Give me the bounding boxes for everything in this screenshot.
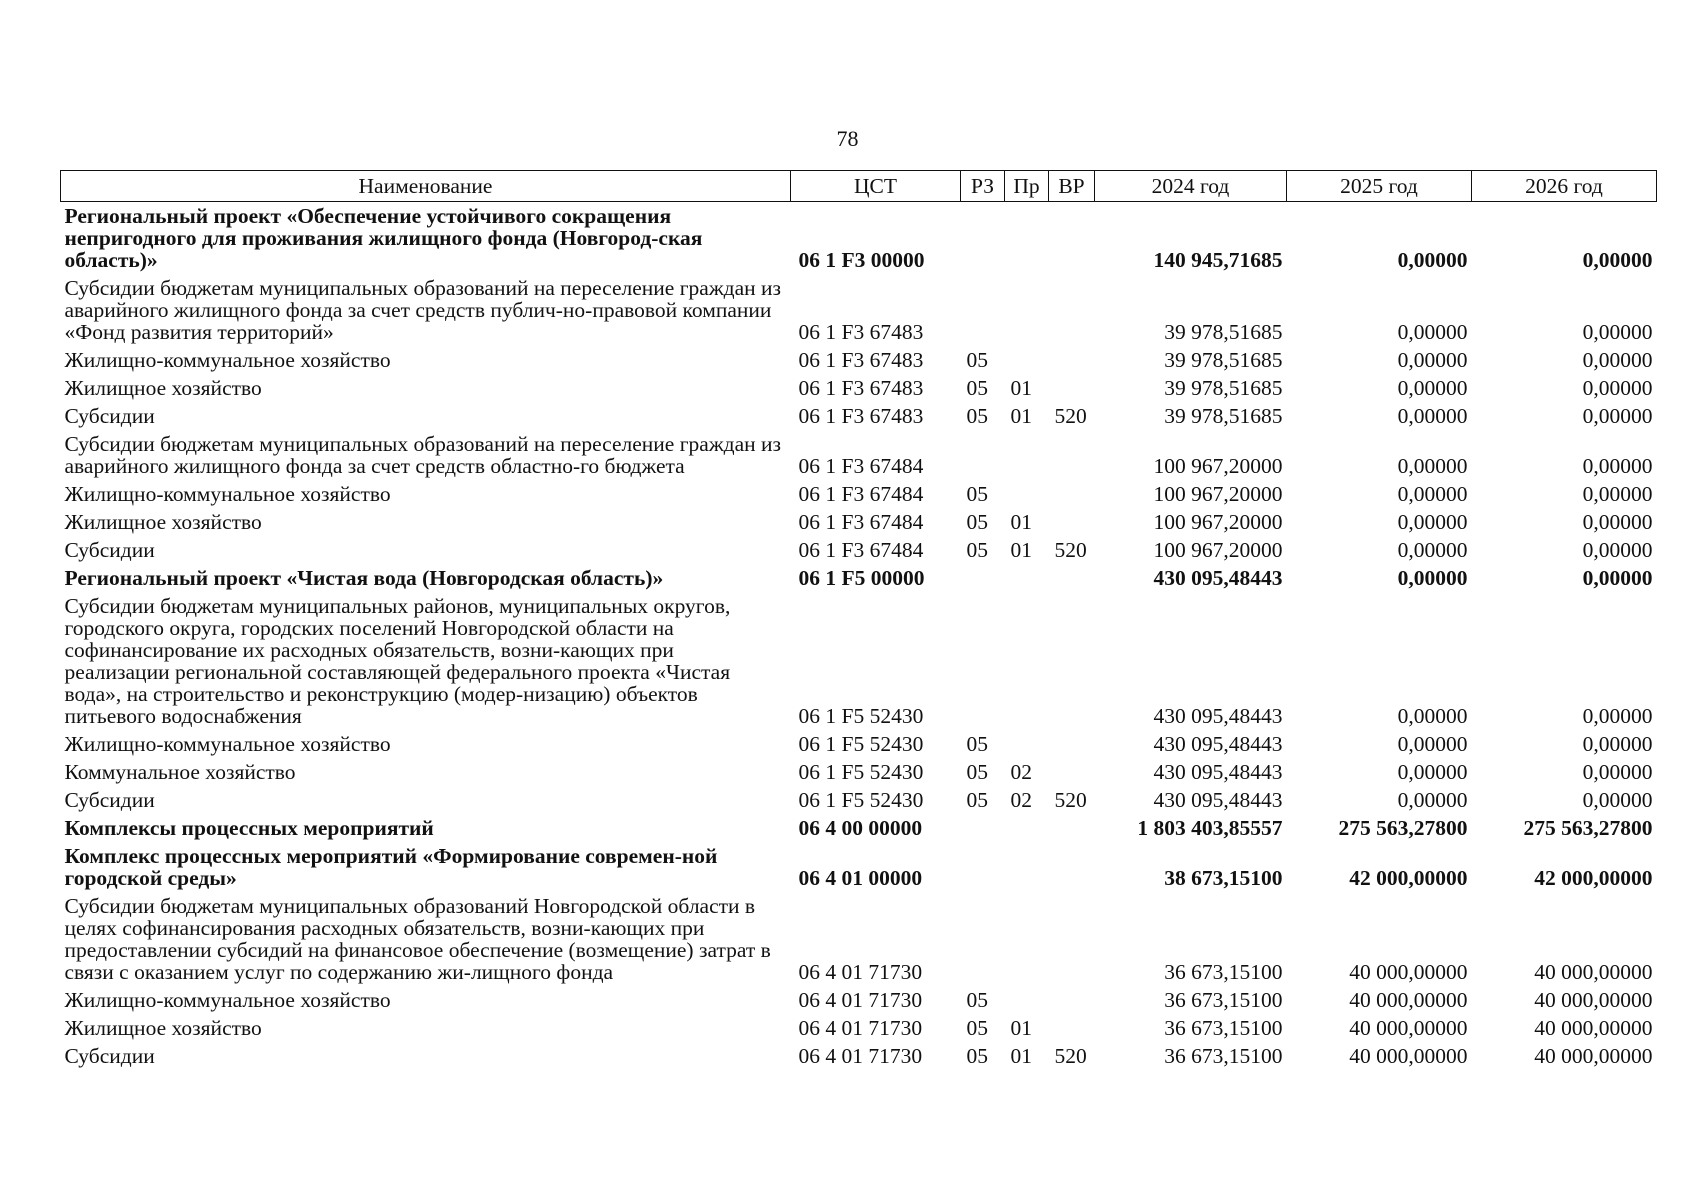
row-vr-cell [1049,730,1095,758]
table-body [61,202,1657,1071]
row-2024-cell: 430 095,48443 [1153,788,1283,812]
row-2026-cell: 0,00000 [1582,704,1653,728]
row-cst-cell: 06 1 F5 52430 [798,788,924,812]
row-rz-cell: 05 [966,988,988,1012]
row-2025-cell: 0,00000 [1397,704,1468,728]
row-rz-cell [961,814,1005,842]
row-cst-cell: 06 1 F3 67483 [798,320,924,344]
row-rz-cell: 05 [966,1044,988,1068]
row-pr-cell: 01 [1010,510,1032,534]
row-pr-cell: 01 [1010,1044,1032,1068]
row-2025-cell: 0,00000 [1397,376,1468,400]
row-pr-cell: 01 [1010,404,1032,428]
row-vr-cell: 520 [1054,538,1087,562]
row-rz-cell: 05 [966,732,988,756]
row-2026-cell: 40 000,00000 [1534,1044,1653,1068]
row-vr-cell [1049,508,1095,536]
row-2026-cell: 0,00000 [1582,732,1653,756]
row-cst-cell: 06 1 F3 67483 [798,376,924,400]
row-pr-cell [1005,346,1049,374]
row-2024-cell: 430 095,48443 [1153,566,1283,590]
row-vr-cell [1049,892,1095,986]
row-2024-cell: 39 978,51685 [1164,376,1283,400]
row-rz-cell: 05 [966,348,988,372]
table-row [61,842,1657,892]
row-name-cell: Субсидии бюджетам муниципальных районов, муниципальных округов, городского округа, городских поселений Новгородской области на софинансирование их расходных обязательств, возни-кающих при реализации региональной составляющей федерального проекта «Чистая вода», на строительство и реконструкцию (модер-низацию) объектов питьевого водоснабжения [64,594,731,728]
row-2025-cell: 0,00000 [1397,538,1468,562]
table-header-row [61,171,1657,202]
row-2026-cell: 0,00000 [1582,454,1653,478]
row-cst-cell: 06 1 F3 67483 [798,348,924,372]
row-2024-cell: 100 967,20000 [1153,482,1283,506]
row-2026-cell: 40 000,00000 [1534,988,1653,1012]
row-2026-cell: 0,00000 [1582,404,1653,428]
row-2026-cell: 0,00000 [1582,482,1653,506]
row-vr-cell [1049,592,1095,730]
header-rz: РЗ [961,171,1005,202]
row-2024-cell: 39 978,51685 [1164,404,1283,428]
row-2025-cell: 0,00000 [1397,760,1468,784]
row-2025-cell: 0,00000 [1397,566,1468,590]
row-name-cell: Жилищно-коммунальное хозяйство [64,732,391,756]
row-rz-cell: 05 [966,760,988,784]
table-row [61,758,1657,786]
row-2024-cell: 39 978,51685 [1164,348,1283,372]
table-row [61,346,1657,374]
row-2025-cell: 40 000,00000 [1349,1016,1468,1040]
row-pr-cell [1005,986,1049,1014]
row-pr-cell [1005,564,1049,592]
table-row [61,202,1657,275]
row-cst-cell: 06 1 F5 52430 [798,732,924,756]
row-name-cell: Региональный проект «Чистая вода (Новгородская область)» [64,566,664,590]
row-2025-cell: 0,00000 [1397,732,1468,756]
row-cst-cell: 06 4 01 71730 [798,988,923,1012]
header-2024: 2024 год [1095,171,1287,202]
row-pr-cell: 01 [1010,538,1032,562]
row-pr-cell [1005,202,1049,275]
row-2024-cell: 39 978,51685 [1164,320,1283,344]
row-rz-cell [961,564,1005,592]
row-name-cell: Субсидии [64,404,155,428]
table-row [61,986,1657,1014]
row-2025-cell: 0,00000 [1397,404,1468,428]
header-2026: 2026 год [1472,171,1657,202]
row-name-cell: Субсидии [64,1044,155,1068]
row-pr-cell [1005,842,1049,892]
row-2024-cell: 1 803 403,85557 [1137,816,1283,840]
row-2026-cell: 0,00000 [1582,376,1653,400]
row-vr-cell [1049,814,1095,842]
table-row [61,430,1657,480]
table-row [61,402,1657,430]
row-cst-cell: 06 1 F3 67483 [798,404,924,428]
row-cst-cell: 06 1 F5 52430 [798,704,924,728]
row-pr-cell: 01 [1010,1016,1032,1040]
row-pr-cell [1005,814,1049,842]
row-rz-cell: 05 [966,538,988,562]
row-name-cell: Жилищно-коммунальное хозяйство [64,482,391,506]
row-name-cell: Жилищное хозяйство [64,1016,262,1040]
row-2024-cell: 430 095,48443 [1153,732,1283,756]
header-cst: ЦСТ [791,171,961,202]
row-rz-cell [961,892,1005,986]
row-2025-cell: 0,00000 [1397,788,1468,812]
row-pr-cell [1005,274,1049,346]
row-2024-cell: 100 967,20000 [1153,510,1283,534]
row-2025-cell: 0,00000 [1397,482,1468,506]
table-row [61,536,1657,564]
row-2026-cell: 42 000,00000 [1534,866,1653,890]
row-cst-cell: 06 4 01 71730 [798,1044,923,1068]
row-vr-cell [1049,1014,1095,1042]
row-vr-cell: 520 [1054,1044,1087,1068]
row-name-cell: Субсидии [64,788,155,812]
row-2026-cell: 0,00000 [1582,248,1653,272]
table-row [61,480,1657,508]
table-row [61,508,1657,536]
row-cst-cell: 06 1 F3 67484 [798,538,924,562]
row-rz-cell [961,430,1005,480]
row-2026-cell: 0,00000 [1582,566,1653,590]
row-2024-cell: 100 967,20000 [1153,538,1283,562]
row-name-cell: Жилищно-коммунальное хозяйство [64,348,391,372]
row-pr-cell: 02 [1010,760,1032,784]
row-2025-cell: 275 563,27800 [1338,816,1468,840]
row-name-cell: Жилищно-коммунальное хозяйство [64,988,391,1012]
row-2025-cell: 0,00000 [1397,320,1468,344]
table-row [61,814,1657,842]
row-vr-cell [1049,564,1095,592]
row-2024-cell: 36 673,15100 [1164,988,1283,1012]
row-2025-cell: 0,00000 [1397,454,1468,478]
row-cst-cell: 06 1 F3 00000 [798,248,925,272]
row-vr-cell [1049,374,1095,402]
row-rz-cell [961,592,1005,730]
row-name-cell: Комплексы процессных мероприятий [64,816,434,840]
row-cst-cell: 06 1 F3 67484 [798,510,924,534]
row-rz-cell: 05 [966,788,988,812]
row-vr-cell [1049,202,1095,275]
row-name-cell: Субсидии бюджетам муниципальных образований Новгородской области в целях софинансирования расходных обязательств, возни-кающих при предоставлении субсидий на финансовое обеспечение (возмещение) затрат в связи с оказанием услуг по содержанию жи-лищного фонда [64,894,771,984]
page-number: 78 [836,126,859,151]
row-2026-cell: 0,00000 [1582,760,1653,784]
row-vr-cell [1049,346,1095,374]
row-cst-cell: 06 1 F3 67484 [798,482,924,506]
row-2025-cell: 0,00000 [1397,348,1468,372]
table-row [61,274,1657,346]
row-2025-cell: 0,00000 [1397,248,1468,272]
row-rz-cell [961,274,1005,346]
row-vr-cell [1049,842,1095,892]
row-cst-cell: 06 1 F5 00000 [798,566,925,590]
header-2025: 2025 год [1287,171,1472,202]
row-rz-cell [961,842,1005,892]
row-name-cell: Жилищное хозяйство [64,510,262,534]
row-2026-cell: 275 563,27800 [1523,816,1653,840]
row-name-cell: Субсидии бюджетам муниципальных образований на переселение граждан из аварийного жилищного фонда за счет средств публич-но-правовой компании «Фонд развития территорий» [64,276,782,344]
table-row [61,1014,1657,1042]
row-2026-cell: 40 000,00000 [1534,1016,1653,1040]
row-pr-cell: 01 [1010,376,1032,400]
row-2026-cell: 0,00000 [1582,320,1653,344]
row-name-cell: Субсидии [64,538,155,562]
row-2025-cell: 40 000,00000 [1349,960,1468,984]
row-rz-cell: 05 [966,510,988,534]
row-vr-cell: 520 [1054,788,1087,812]
row-2025-cell: 0,00000 [1397,510,1468,534]
row-2024-cell: 140 945,71685 [1153,248,1283,272]
row-pr-cell [1005,592,1049,730]
row-rz-cell [961,202,1005,275]
header-vr: ВР [1049,171,1095,202]
row-name-cell: Коммунальное хозяйство [64,760,296,784]
row-vr-cell [1049,986,1095,1014]
row-cst-cell: 06 4 00 00000 [798,816,923,840]
header-name: Наименование [61,171,791,202]
table-row [61,374,1657,402]
row-cst-cell: 06 1 F5 52430 [798,760,924,784]
row-2026-cell: 40 000,00000 [1534,960,1653,984]
row-vr-cell [1049,274,1095,346]
row-rz-cell: 05 [966,1016,988,1040]
row-2024-cell: 36 673,15100 [1164,960,1283,984]
row-2024-cell: 100 967,20000 [1153,454,1283,478]
table-row [61,892,1657,986]
table-row [61,564,1657,592]
table-row [61,786,1657,814]
row-pr-cell [1005,480,1049,508]
row-name-cell: Комплекс процессных мероприятий «Формирование современ-ной городской среды» [64,844,718,890]
row-2026-cell: 0,00000 [1582,788,1653,812]
row-pr-cell: 02 [1010,788,1032,812]
header-pr: Пр [1005,171,1049,202]
row-name-cell: Жилищное хозяйство [64,376,262,400]
table-row [61,730,1657,758]
row-cst-cell: 06 1 F3 67484 [798,454,924,478]
row-2024-cell: 36 673,15100 [1164,1044,1283,1068]
row-2024-cell: 38 673,15100 [1164,866,1283,890]
row-vr-cell [1049,430,1095,480]
row-pr-cell [1005,430,1049,480]
table-row [61,1042,1657,1070]
row-cst-cell: 06 4 01 71730 [798,1016,923,1040]
budget-table [60,170,1657,1070]
row-pr-cell [1005,892,1049,986]
row-vr-cell [1049,758,1095,786]
row-2025-cell: 40 000,00000 [1349,988,1468,1012]
row-2024-cell: 430 095,48443 [1153,760,1283,784]
row-cst-cell: 06 4 01 00000 [798,866,923,890]
row-name-cell: Региональный проект «Обеспечение устойчивого сокращения непригодного для проживания жилищного фонда (Новгород-ская область)» [64,204,703,272]
row-2026-cell: 0,00000 [1582,348,1653,372]
row-2026-cell: 0,00000 [1582,538,1653,562]
row-2025-cell: 40 000,00000 [1349,1044,1468,1068]
row-rz-cell: 05 [966,404,988,428]
row-rz-cell: 05 [966,376,988,400]
row-vr-cell [1049,480,1095,508]
row-rz-cell: 05 [966,482,988,506]
row-2024-cell: 36 673,15100 [1164,1016,1283,1040]
table-row [61,592,1657,730]
row-name-cell: Субсидии бюджетам муниципальных образований на переселение граждан из аварийного жилищного фонда за счет средств областно-го бюджета [64,432,782,478]
row-pr-cell [1005,730,1049,758]
row-2026-cell: 0,00000 [1582,510,1653,534]
row-cst-cell: 06 4 01 71730 [798,960,923,984]
row-2025-cell: 42 000,00000 [1349,866,1468,890]
row-2024-cell: 430 095,48443 [1153,704,1283,728]
row-vr-cell: 520 [1054,404,1087,428]
